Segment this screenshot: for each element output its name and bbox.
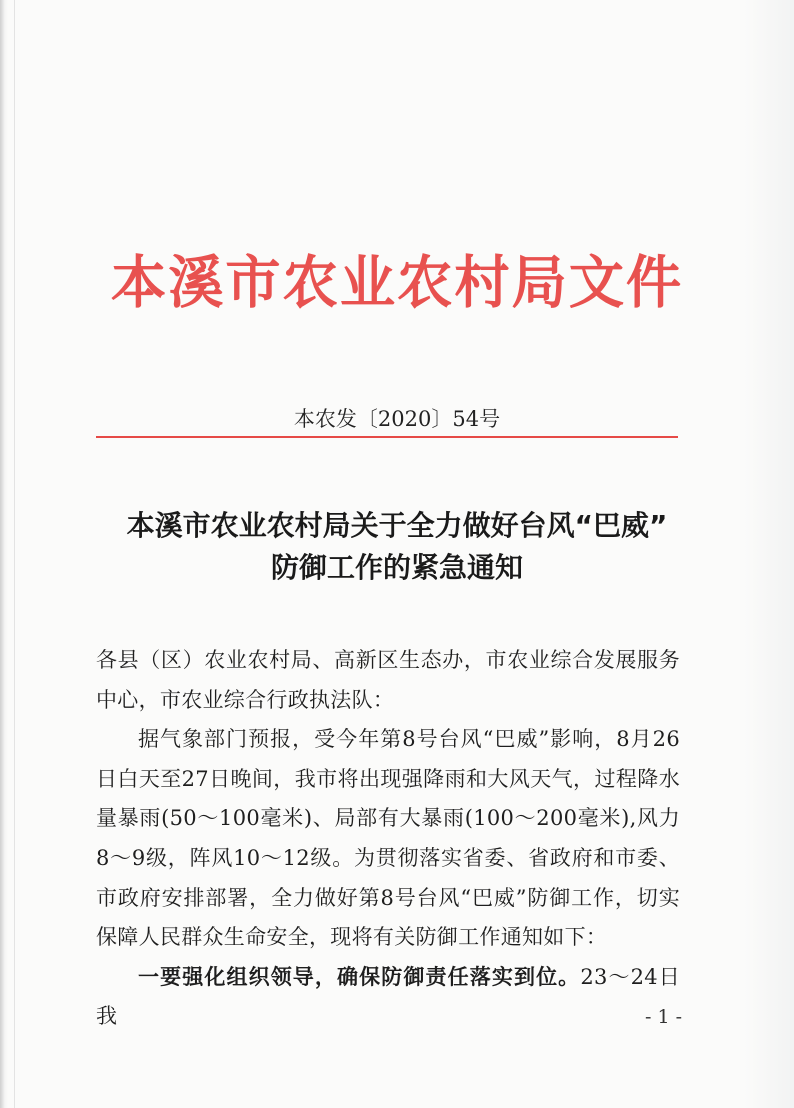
paragraph-2-text: 23～24日我 (96, 964, 681, 1029)
masthead: 本溪市农业农村局文件 (110, 250, 684, 316)
document-number: 本农发〔2020〕54号 (293, 407, 501, 431)
document-body (96, 641, 680, 1037)
title-line-2: 防御工作的紧急通知 (270, 551, 523, 584)
paragraph-2 (96, 958, 680, 1037)
paragraph-2-heading: 一要强化组织领导，确保防御责任落实到位。 (138, 964, 581, 989)
paragraph-1: 据气象部门预报，受今年第8号台风“巴威”影响，8月26日白天至27日晚间，我市将出现强降雨和大风天气，过程降水量暴雨(50～100毫米)、局部有大暴雨(100～200毫米),风力8～9级，阵风10～12级。为贯彻落实省委、省政府和市委、市政府安排部署，全力做好第8号台风“巴威”防御工作，切实保障人民群众生命安全，现将有关防御工作通知如下： (96, 727, 680, 950)
addressee: 各县（区）农业农村局、高新区生态办，市农业综合发展服务中心，市农业综合行政执法队： (96, 648, 680, 712)
document-title (0, 505, 794, 589)
title-line-1: 本溪市农业农村局关于全力做好台风“巴威” (126, 509, 668, 542)
page-number: - 1 - (644, 1006, 682, 1028)
red-divider (96, 436, 678, 438)
